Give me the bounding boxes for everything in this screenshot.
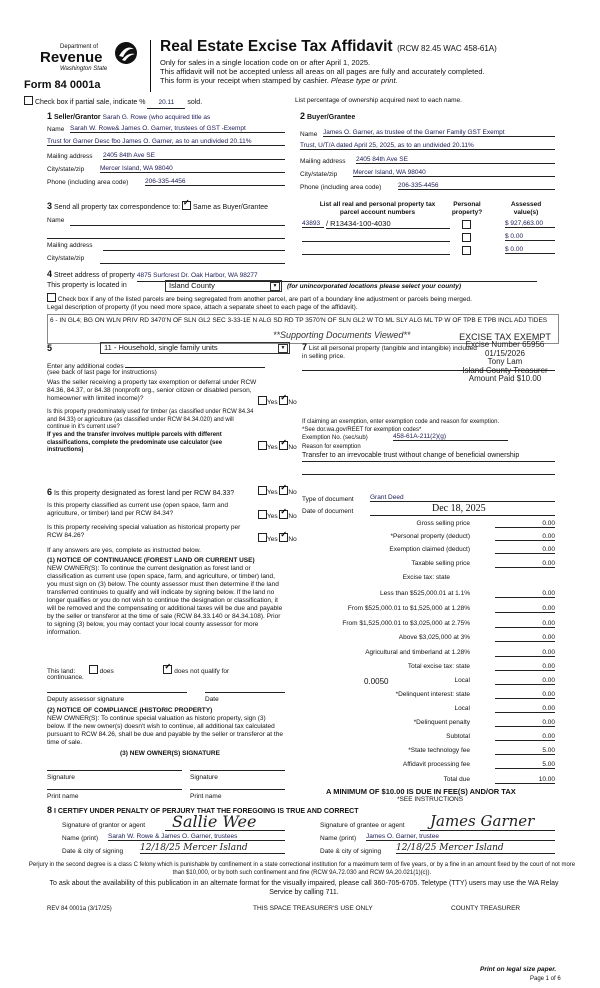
corr-address-label: Mailing address bbox=[47, 242, 93, 249]
seller-address-field[interactable]: 2405 84th Ave SE bbox=[103, 152, 285, 160]
q-timber: Is this property predominately used for timber (as classified under RCW 84.34 and 84.33) or agriculture (as classified under RCW 84.34.020) and will continue in it's current use? bbox=[47, 409, 254, 430]
tax-row-value[interactable]: 0.00 bbox=[495, 560, 555, 568]
partial-sale-sold: sold. bbox=[187, 99, 203, 106]
tax-row-label: Above $3,025,000 at 3% bbox=[398, 634, 470, 641]
rev-number: REV 84 0001a (3/17/25) bbox=[47, 906, 112, 912]
section4-num: 4 bbox=[47, 269, 53, 279]
buyer-num: 2 bbox=[300, 111, 306, 121]
tax-row-value[interactable]: 0.00 bbox=[495, 663, 555, 671]
dept-state: Washington State bbox=[60, 66, 108, 72]
tax-row-label: Affidavit processing fee bbox=[402, 761, 470, 768]
tax-row-label: Local bbox=[454, 705, 470, 712]
yes-label: Yes bbox=[267, 513, 278, 520]
deputy-date-label: Date bbox=[205, 696, 219, 703]
chevron-down-icon: ▼ bbox=[270, 282, 280, 291]
notice1-heading: (1) NOTICE OF CONTINUANCE (FOREST LAND OR CURRENT USE) bbox=[47, 557, 255, 564]
personal-property-checkbox[interactable] bbox=[462, 246, 471, 255]
doc-type-label: Type of document bbox=[302, 496, 354, 503]
assessed-value[interactable]: $ 927,663.00 bbox=[505, 220, 555, 228]
seller-phone-label: Phone (including area code) bbox=[47, 179, 129, 186]
q-historic: Is this property receiving special valuation as historical property per RCW 84.26? bbox=[47, 524, 241, 539]
perjury-notice bbox=[28, 862, 576, 877]
land-label: This land: bbox=[47, 668, 76, 675]
answers-note: If any answers are yes, complete as instructed below. bbox=[47, 547, 201, 554]
page-number: Page 1 of 6 bbox=[530, 976, 561, 982]
grantor-date-label: Date & city of signing bbox=[62, 848, 124, 855]
parcels-col3: Assessed value(s) bbox=[510, 201, 542, 216]
q-timber-bold: If yes and the transfer involves multiple parcels with different classifications, complete the predominate use calculator (see instructions) bbox=[47, 432, 223, 453]
exemption-note: If claiming an exemption, enter exemption code and reason for exemption. *See dor.wa.gov/REET for exemption codes* bbox=[302, 419, 500, 433]
assessed-value[interactable]: $ 0.00 bbox=[505, 246, 555, 254]
yes-checkbox[interactable] bbox=[258, 533, 267, 542]
tax-row-label: Total due bbox=[443, 776, 470, 783]
buyer-heading bbox=[300, 112, 355, 123]
grantee-signature: James Garner bbox=[430, 812, 535, 830]
tax-row bbox=[300, 649, 555, 658]
seller-name-cont[interactable]: Trust for Garner Desc fbo James O. Garner, as to an undivided 20.11% bbox=[47, 138, 285, 146]
corr-name-label: Name bbox=[47, 217, 65, 224]
tax-row-label: *Personal property (deduct) bbox=[390, 533, 470, 540]
tax-row bbox=[300, 733, 555, 742]
no-label: No bbox=[288, 536, 297, 543]
legal-label: Legal description of property (if you need more space, attach a separate sheet to each page of the affidavit). bbox=[47, 304, 358, 311]
header-divider bbox=[150, 40, 151, 92]
seller-num: 1 bbox=[47, 111, 53, 121]
no-label: No bbox=[288, 489, 297, 496]
grantor-name-label: Name (print) bbox=[62, 835, 99, 842]
county-treasurer: COUNTY TREASURER bbox=[451, 905, 521, 912]
buyer-phone-label: Phone (including area code) bbox=[300, 184, 382, 191]
yes-label: Yes bbox=[267, 536, 278, 543]
owner-print-label2: Print name bbox=[190, 793, 222, 800]
yes-checkbox[interactable] bbox=[258, 486, 267, 495]
county-note: (for unincorporated locations please select your county) bbox=[287, 283, 462, 290]
tax-row bbox=[300, 677, 555, 686]
tax-row-value[interactable]: 0.00 bbox=[495, 677, 555, 685]
deputy-date-line[interactable] bbox=[205, 692, 285, 693]
personal-property-checkbox[interactable] bbox=[462, 233, 471, 242]
seller-note: Sarah G. Rowe (who acquired title as bbox=[102, 114, 211, 121]
parcel-number[interactable] bbox=[302, 241, 450, 242]
q-timber-answer bbox=[258, 441, 297, 452]
yes-checkbox[interactable] bbox=[258, 396, 267, 405]
stamp-line3: 01/15/2026 bbox=[484, 348, 526, 358]
section8-num: 8 bbox=[47, 805, 53, 815]
grantee-date-field[interactable]: 12/18/25 Mercer Island bbox=[396, 843, 555, 854]
county-select[interactable] bbox=[165, 280, 282, 292]
buyer-address-field[interactable]: 2405 84th Ave SE bbox=[356, 156, 555, 164]
owner-print-line1[interactable] bbox=[47, 789, 182, 790]
tax-row-value[interactable]: 5.00 bbox=[495, 747, 555, 755]
parcel-number[interactable]: / R13434-100-4030 bbox=[326, 219, 450, 229]
correspondence-heading bbox=[47, 201, 268, 213]
partial-sale-row bbox=[24, 96, 202, 109]
does-not-label: does not qualify for bbox=[174, 668, 230, 675]
land-use-select[interactable] bbox=[100, 342, 290, 354]
legal-paper-note: Print on legal size paper. bbox=[480, 966, 557, 973]
header-line3-text: This form is your receipt when stamped by cashier. bbox=[160, 76, 329, 85]
local-rate: 0.0050 bbox=[364, 677, 389, 686]
doc-type-field[interactable]: Grant Deed bbox=[370, 494, 555, 502]
no-checkbox[interactable] bbox=[279, 441, 288, 450]
corr-title: Send all property tax correspondence to: bbox=[53, 204, 181, 211]
tax-row-value[interactable]: 0.00 bbox=[495, 605, 555, 613]
header-line2: This affidavit will not be accepted unless all areas on all pages are fully and accurately completed. bbox=[160, 67, 485, 76]
same-as-buyer-label: Same as Buyer/Grantee bbox=[192, 204, 269, 211]
tax-row bbox=[300, 719, 555, 728]
see-instructions: *SEE INSTRUCTIONS bbox=[397, 796, 464, 803]
tax-row bbox=[300, 605, 555, 614]
does-checkbox[interactable] bbox=[89, 665, 98, 674]
no-label: No bbox=[288, 399, 297, 406]
does-not-checkbox[interactable] bbox=[163, 665, 172, 674]
tax-row-label: Exemption claimed (deduct) bbox=[389, 546, 470, 553]
section5-num: 5 bbox=[47, 343, 53, 353]
personal-property-checkbox[interactable] bbox=[462, 220, 471, 229]
buyer-name-label: Name bbox=[300, 131, 318, 138]
tax-row-label: Subtotal bbox=[446, 733, 470, 740]
parcel-row bbox=[302, 220, 555, 230]
yes-label: Yes bbox=[267, 444, 278, 451]
tax-row-value[interactable]: 0.00 bbox=[495, 546, 555, 554]
tax-row-label: Local bbox=[454, 677, 470, 684]
parcel-row bbox=[302, 246, 555, 256]
notice3-heading: (3) NEW OWNER(S) SIGNATURE bbox=[120, 750, 220, 757]
partial-sale-label: Check box if partial sale, indicate % bbox=[34, 99, 146, 106]
no-checkbox[interactable] bbox=[279, 396, 288, 405]
chevron-down-icon: ▼ bbox=[278, 344, 288, 353]
tax-row-value[interactable]: 0.00 bbox=[495, 705, 555, 713]
yes-checkbox[interactable] bbox=[258, 510, 267, 519]
seller-city-field[interactable]: Mercer Island, WA 98040 bbox=[100, 165, 285, 173]
street-field[interactable]: 4875 Surfcrest Dr. Oak Harbor, WA 98277 bbox=[137, 272, 537, 282]
grantor-name-field[interactable]: Sarah W. Rowe & James O. Garner, trustees bbox=[108, 833, 285, 841]
does-label: does bbox=[99, 668, 114, 675]
buyer-name-field[interactable]: James O. Garner, as trustee of the Garner Family GST Exempt bbox=[323, 129, 555, 137]
title-ref: (RCW 82.45 WAC 458-61A) bbox=[397, 44, 497, 53]
tax-row bbox=[300, 590, 555, 599]
seller-phone-field[interactable]: 206-335-4456 bbox=[145, 178, 285, 186]
owner-sig-label1: Signature bbox=[47, 774, 75, 781]
deputy-sig-line[interactable] bbox=[47, 692, 187, 693]
corr-address-line[interactable] bbox=[103, 250, 285, 251]
tax-row-value[interactable]: 0.00 bbox=[495, 719, 555, 727]
tax-row-label: Taxable selling price bbox=[411, 560, 470, 567]
same-as-buyer-checkbox[interactable] bbox=[182, 201, 191, 210]
notice2-body: NEW OWNER(S): To continue special valuation as historic property, sign (3) below. If the new owner(s) doesn't wish to continue, all additional tax calculated pursuant to RCW 84.26, shall be due and payable by the seller or transferor at the time of sale. bbox=[47, 715, 283, 746]
stamp-line5: Island County Treasurer bbox=[462, 365, 548, 375]
tax-row-label: From $1,525,000.01 to $3,025,000 at 2.75% bbox=[342, 620, 470, 627]
tax-row-value[interactable]: 0.00 bbox=[495, 733, 555, 741]
partial-sale-checkbox[interactable] bbox=[24, 96, 33, 105]
tax-row-value[interactable]: 0.00 bbox=[495, 634, 555, 642]
corr-city-label: City/state/zip bbox=[47, 255, 85, 262]
corr-name-line2[interactable] bbox=[47, 238, 285, 239]
buyer-address-label: Mailing address bbox=[300, 158, 346, 165]
form-number: Form 84 0001a bbox=[24, 79, 101, 91]
certify-text: I CERTIFY UNDER PENALTY OF PERJURY THAT THE FOREGOING IS TRUE AND CORRECT bbox=[53, 808, 359, 815]
tax-row bbox=[300, 776, 555, 785]
header-line3 bbox=[160, 76, 398, 85]
tax-row bbox=[300, 546, 555, 555]
section6-num: 6 bbox=[47, 487, 53, 497]
owner-sig-line2[interactable] bbox=[190, 770, 285, 771]
yes-label: Yes bbox=[267, 399, 278, 406]
legal-description: 6 - IN GL4; BG ON WLN PRIV RD 3470'N OF SLN GL2 SEC 3-33-1E N ALG SD RD TP 3570'N OF SLN GL2 W TO ML SLY ALG ML TP W OF TPB E TPB INCL ADJ TIDES bbox=[50, 317, 548, 324]
street-label: Street address of property bbox=[53, 272, 135, 279]
tax-row bbox=[300, 747, 555, 756]
seller-city-label: City/state/zip bbox=[47, 166, 85, 173]
reason-field[interactable]: Transfer to an irrevocable trust without change of beneficial ownership bbox=[302, 452, 555, 462]
tax-row-value[interactable]: 0.00 bbox=[495, 520, 555, 528]
no-checkbox[interactable] bbox=[279, 533, 288, 542]
codes-field[interactable] bbox=[125, 360, 265, 368]
personal-property-q bbox=[302, 343, 477, 361]
county-label: This property is located in bbox=[47, 282, 127, 289]
seller-address-label: Mailing address bbox=[47, 153, 93, 160]
stamp-line2: Excise Number 65956 bbox=[465, 340, 545, 350]
notice2-heading: (2) NOTICE OF COMPLIANCE (HISTORIC PROPERTY) bbox=[47, 707, 213, 714]
tax-row-value[interactable]: 0.00 bbox=[495, 590, 555, 598]
tax-row bbox=[300, 705, 555, 714]
q-exemption-answer bbox=[258, 396, 297, 407]
seller-name-label: Name bbox=[47, 126, 65, 133]
codes-note: (see back of last page for instructions) bbox=[47, 369, 157, 376]
tax-row bbox=[300, 663, 555, 672]
county-select-value: Island County bbox=[169, 281, 215, 290]
buyer-title: Buyer/Grantee bbox=[306, 114, 356, 121]
owner-print-line2[interactable] bbox=[190, 789, 285, 790]
owner-sig-label2: Signature bbox=[190, 774, 218, 781]
dept-top: Department of bbox=[60, 44, 99, 50]
land-use-value: 11 - Household, single family units bbox=[104, 343, 218, 352]
tax-row bbox=[300, 574, 555, 583]
tax-row-label: *State technology fee bbox=[408, 747, 470, 754]
parcel-code[interactable]: 43893 bbox=[302, 220, 324, 228]
grantor-signature: Sallie Wee bbox=[172, 812, 257, 831]
tax-row bbox=[300, 620, 555, 629]
section7-num: 7 bbox=[302, 342, 308, 352]
tax-row bbox=[300, 634, 555, 643]
tax-row bbox=[300, 691, 555, 700]
parcel-row bbox=[302, 233, 555, 243]
treasurer-use: THIS SPACE TREASURER'S USE ONLY bbox=[253, 905, 373, 912]
tax-row-label: From $525,000.01 to $1,525,000 at 1.28% bbox=[347, 605, 470, 612]
grantee-name-label: Name (print) bbox=[320, 835, 357, 842]
corr-city-line[interactable] bbox=[100, 263, 285, 264]
owner-print-label1: Print name bbox=[47, 793, 79, 800]
doc-date-field[interactable] bbox=[370, 504, 555, 516]
grantor-sig-label: Signature of grantor or agent bbox=[62, 822, 146, 829]
tax-row-value[interactable]: 5.00 bbox=[495, 761, 555, 769]
tax-row-value[interactable]: 0.00 bbox=[495, 533, 555, 541]
buyer-phone-field[interactable]: 206-335-4456 bbox=[398, 182, 555, 190]
q-current-use-answer bbox=[258, 510, 297, 521]
continuance-label: continuance. bbox=[47, 674, 84, 681]
tax-row-value[interactable]: 10.00 bbox=[495, 776, 555, 784]
codes-label-text: Enter any additional codes bbox=[47, 363, 124, 370]
dept-name: Revenue bbox=[40, 49, 103, 66]
reason-label: Reason for exemption bbox=[302, 444, 361, 450]
corr-num: 3 bbox=[47, 201, 53, 211]
buyer-city-label: City/state/zip bbox=[300, 171, 338, 178]
seller-title: Seller/Grantor bbox=[53, 114, 101, 121]
revenue-logo-icon bbox=[112, 40, 140, 66]
q-forest-answer bbox=[258, 486, 297, 497]
deputy-label: Deputy assessor signature bbox=[47, 696, 124, 703]
grantee-sig-label: Signature of grantee or agent bbox=[320, 822, 405, 829]
no-label: No bbox=[288, 513, 297, 520]
personal-property-label: List all personal property (tangible and intangible) included in selling price. bbox=[302, 345, 477, 360]
tax-row-label: Total excise tax: state bbox=[407, 663, 470, 670]
supporting-docs: **Supporting Documents Viewed** bbox=[273, 330, 411, 340]
tax-row bbox=[300, 520, 555, 529]
tax-row-value[interactable]: 0.00 bbox=[495, 649, 555, 657]
notice1-body: NEW OWNER(S): To continue the current designation as forest land or classification as current use (open space, farm, and agriculture, or timber) land, you must sign on (3) below. The county assessor must then determine if the land transferred continues to qualify and will indicate by signing below. If the land no longer qualifies or you do not wish to continue the designation or classification, it will be removed and the compensating or additional taxes will be due and payable by the seller or transferor at the time of sale (RCW 84.33.140 or 84.34.108). Prior to signing (3) below, you may contact your local county assessor for more information. bbox=[47, 565, 283, 636]
assessed-value[interactable]: $ 0.00 bbox=[505, 233, 555, 241]
seller-name-field[interactable]: Sarah W. Rowe& James O. Garner, trustees of GST -Exempt bbox=[70, 125, 285, 133]
title-text: Real Estate Excise Tax Affidavit bbox=[160, 38, 393, 55]
parcel-number[interactable] bbox=[302, 254, 450, 255]
stamp-line4: Tony Lam bbox=[487, 357, 523, 367]
q-forest-text: Is this property designated as forest land per RCW 84.33? bbox=[53, 490, 235, 497]
doc-date-value: Dec 18, 2025 bbox=[432, 503, 486, 514]
segregate-row bbox=[47, 293, 472, 304]
tax-row-label: *Delinquent interest: state bbox=[395, 691, 470, 698]
parcels-col1: List all real and personal property tax parcel account numbers bbox=[319, 201, 436, 216]
street-row bbox=[47, 270, 537, 282]
buyer-name-cont[interactable]: Trust, U/T/A dated April 25, 2025, as to an undivided 20.11% bbox=[300, 142, 555, 150]
tax-row-label: Gross selling price bbox=[416, 520, 470, 527]
minimum-due: A MINIMUM OF $10.00 IS DUE IN FEE(S) AND/OR TAX bbox=[326, 787, 516, 796]
tax-row-label: Agricultural and timberland at 1.28% bbox=[365, 649, 470, 656]
q-current-use: Is this property classified as current use (open space, farm and agriculture, or timber) land per RCW 84.34? bbox=[47, 502, 229, 517]
reason-line2[interactable] bbox=[302, 474, 555, 475]
tax-row-label: *Delinquent penalty bbox=[413, 719, 470, 726]
ownership-note: List percentage of ownership acquired next to each name. bbox=[295, 97, 462, 104]
perjury-text: Perjury in the second degree is a class C felony which is punishable by confinement in a state correctional institution for a maximum term of five years, or by a fine in an amount fixed by the court of not more than $10,000, or by both such confinement and fine (RCW 9A.72.030 and RCW 9A.20.021(1)(c)). bbox=[28, 862, 576, 876]
personal-property-line[interactable] bbox=[302, 370, 555, 371]
owner-sig-line1[interactable] bbox=[47, 770, 182, 771]
tax-row-label: Less than $525,000.01 at 1.1% bbox=[380, 590, 470, 597]
tax-row-value[interactable]: 0.00 bbox=[495, 620, 555, 628]
no-checkbox[interactable] bbox=[279, 510, 288, 519]
header-line1: Only for sales in a single location code on or after April 1, 2025. bbox=[160, 58, 371, 67]
tax-row bbox=[300, 560, 555, 569]
stamp-line6: Amount Paid $10.00 bbox=[468, 374, 542, 384]
exemption-no-field[interactable]: 458-61A-211(2)(g) bbox=[393, 433, 508, 441]
buyer-city-field[interactable]: Mercer Island, WA 98040 bbox=[353, 169, 555, 177]
tax-row bbox=[300, 533, 555, 542]
tax-row-value[interactable]: 0.00 bbox=[495, 691, 555, 699]
grantor-date-field[interactable]: 12/18/25 Mercer Island bbox=[140, 843, 285, 854]
seller-heading bbox=[47, 112, 210, 123]
q-historic-answer bbox=[258, 533, 297, 544]
no-label: No bbox=[288, 444, 297, 451]
segregate-checkbox[interactable] bbox=[47, 293, 56, 302]
grantee-date-label: Date & city of signing bbox=[320, 848, 382, 855]
corr-name-line[interactable] bbox=[70, 225, 285, 226]
tax-row-label: Excise tax: state bbox=[402, 574, 450, 581]
partial-sale-percent[interactable]: 20.11 bbox=[147, 99, 185, 109]
q-exemption: Was the seller receiving a property tax exemption or deferral under RCW 84.36, 84.37, or 84.38 (nonprofit org., senior citizen or disabled person, homeowner with limited income)? bbox=[47, 379, 257, 402]
grantee-sig-line[interactable] bbox=[420, 830, 555, 831]
yes-checkbox[interactable] bbox=[258, 441, 267, 450]
grantee-name-field[interactable]: James O. Garner, trustee bbox=[366, 833, 555, 841]
header-line3-italic: Please type or print. bbox=[330, 76, 398, 85]
stamp-line1: EXCISE TAX EXEMPT bbox=[459, 332, 551, 342]
page-title bbox=[160, 38, 497, 56]
parcels-col2: Personal property? bbox=[451, 201, 483, 216]
tax-row bbox=[300, 761, 555, 770]
yes-label: Yes bbox=[267, 489, 278, 496]
no-checkbox[interactable] bbox=[279, 486, 288, 495]
exemption-no-label: Exemption No. (sec/sub) bbox=[302, 435, 368, 441]
alt-format-notice: To ask about the availability of this publication in an alternate format for the visually impaired, please call 360-705-6705. Teletype (TTY) users may use the WA Relay Service by calling 711. bbox=[49, 880, 559, 896]
doc-date-label: Date of document bbox=[302, 508, 354, 515]
revenue-logo bbox=[22, 44, 147, 74]
segregate-label: Check box if any of the listed parcels are being segregated from another parcel, are part of a boundary line adjustment or parcels being merged. bbox=[57, 296, 472, 303]
